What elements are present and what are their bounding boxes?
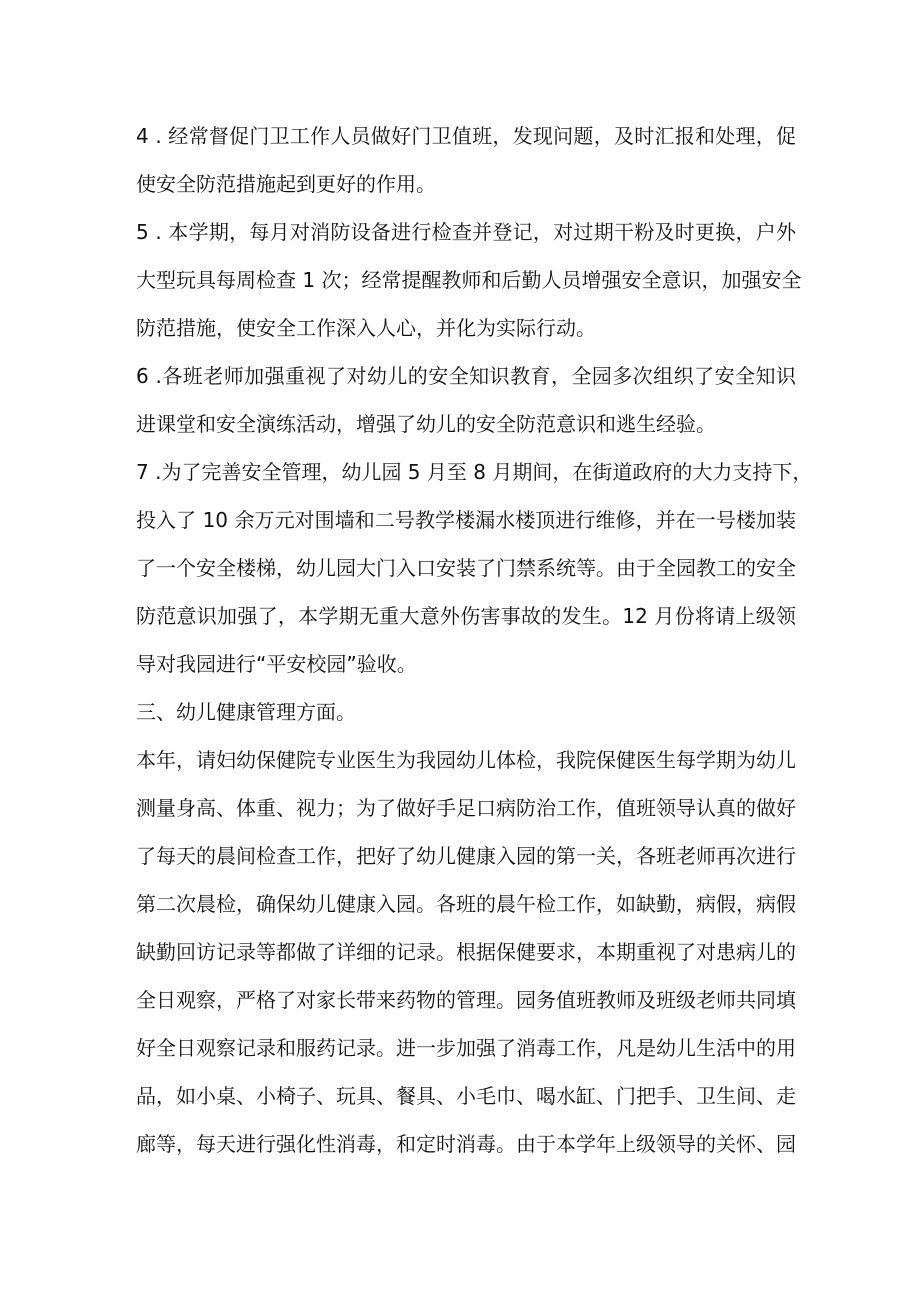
section-title: 三、幼儿健康管理方面。	[136, 700, 356, 724]
text-line: 本年，请妇幼保健院专业医生为我园幼儿体检，我院保健医生每学期为幼儿	[136, 748, 796, 772]
text-line: 大型玩具每周检查 1 次；经常提醒教师和后勤人员增强安全意识，加强安全	[136, 268, 802, 292]
text-line: 全日观察，严格了对家长带来药物的管理。园务值班教师及班级老师共同填	[136, 988, 796, 1012]
text-line: 了每天的晨间检查工作，把好了幼儿健康入园的第一关，各班老师再次进行	[136, 844, 796, 868]
text-line: 进课堂和安全演练活动，增强了幼儿的安全防范意识和逃生经验。	[136, 412, 716, 436]
text-line: 了一个安全楼梯，幼儿园大门入口安装了门禁系统等。由于全园教工的安全	[136, 556, 796, 580]
text-line: 使安全防范措施起到更好的作用。	[136, 172, 436, 196]
text-line: 5 . 本学期，每月对消防设备进行检查并登记，对过期干粉及时更换，户外	[136, 220, 796, 244]
text-line: 投入了 10 余万元对围墙和二号教学楼漏水楼顶进行维修，并在一号楼加装	[136, 508, 796, 532]
paragraph-health-management	[136, 736, 796, 1168]
text-line: 7 .为了完善安全管理，幼儿园 5 月至 8 月期间，在街道政府的大力支持下，	[136, 460, 813, 484]
text-line: 6 .各班老师加强重视了对幼儿的安全知识教育，全园多次组织了安全知识	[136, 364, 796, 388]
document-body	[136, 112, 813, 1168]
text-line: 4 . 经常督促门卫工作人员做好门卫值班，发现问题，及时汇报和处理，促	[136, 124, 796, 148]
text-line: 品，如小桌、小椅子、玩具、餐具、小毛巾、喝水缸、门把手、卫生间、走	[136, 1084, 796, 1108]
text-line: 缺勤回访记录等都做了详细的记录。根据保健要求，本期重视了对患病儿的	[136, 940, 796, 964]
text-line: 廊等，每天进行强化性消毒，和定时消毒。由于本学年上级领导的关怀、园	[136, 1132, 796, 1156]
text-line: 测量身高、体重、视力；为了做好手足口病防治工作，值班领导认真的做好	[136, 796, 796, 820]
text-line: 防范意识加强了，本学期无重大意外伤害事故的发生。12 月份将请上级领	[136, 604, 796, 628]
paragraph-item-5	[136, 208, 802, 352]
text-line: 好全日观察记录和服药记录。进一步加强了消毒工作，凡是幼儿生活中的用	[136, 1036, 796, 1060]
paragraph-item-4	[136, 112, 796, 208]
text-line: 导对我园进行“平安校园”验收。	[136, 652, 417, 676]
text-line: 防范措施，使安全工作深入人心，并化为实际行动。	[136, 316, 596, 340]
paragraph-item-6	[136, 352, 796, 448]
text-line: 第二次晨检，确保幼儿健康入园。各班的晨午检工作，如缺勤，病假，病假	[136, 892, 796, 916]
section-heading	[136, 688, 796, 736]
paragraph-item-7	[136, 448, 813, 688]
